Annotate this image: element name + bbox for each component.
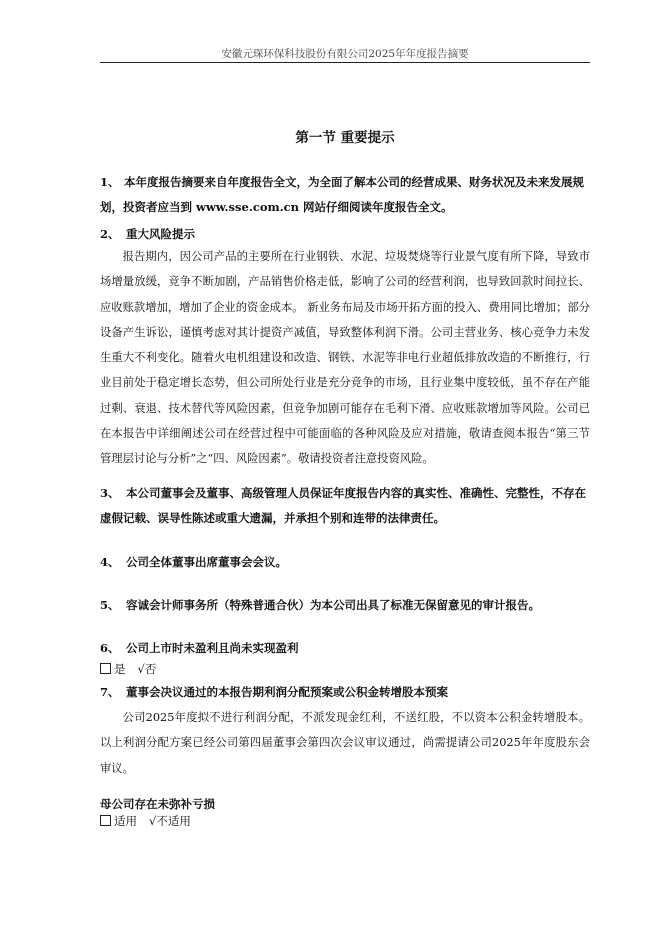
item-number: 4、 — [100, 555, 120, 569]
item-text: 公司全体董事出席董事会会议。 — [126, 555, 287, 569]
checkmark-icon: √ — [149, 814, 157, 828]
item-text: 容诚会计师事务所（特殊普通合伙）为本公司出具了标准无保留意见的审计报告。 — [126, 598, 540, 612]
item-6 — [100, 636, 590, 661]
item-number: 6、 — [100, 641, 120, 655]
item-5 — [100, 593, 590, 618]
loss-heading: 母公司存在未弥补亏损 — [100, 797, 215, 811]
item-7 — [100, 680, 590, 705]
page-header: 安徽元琛环保科技股份有限公司2025年年度报告摘要 — [221, 48, 469, 60]
item-number: 7、 — [100, 685, 120, 699]
item-4 — [100, 550, 590, 575]
item-number: 3、 — [100, 486, 120, 500]
option-applicable-label: 适用 — [114, 814, 137, 828]
checkbox-unchecked-icon — [100, 815, 111, 826]
item-text: 公司上市时未盈利且尚未实现盈利 — [126, 641, 299, 655]
item-text: 本年度报告摘要来自年度报告全文，为全面了解本公司的经营成果、财务状况及未来发展规划，投资者应当到 www.sse.com.cn 网站仔细阅读年度报告全文。 — [100, 175, 584, 214]
item-3 — [100, 481, 590, 531]
item-number: 5、 — [100, 598, 120, 612]
option-not-applicable-label: 不适用 — [156, 814, 191, 828]
item-text: 本公司董事会及董事、高级管理人员保证年度报告内容的真实性、准确性、完整性，不存在虚假记载、误导性陈述或重大遗漏，并承担个别和连带的法律责任。 — [100, 486, 586, 525]
header-divider — [100, 62, 590, 63]
section-title: 第一节 重要提示 — [295, 130, 395, 146]
option-no-label: 否 — [144, 662, 157, 676]
item-number: 2、 — [100, 227, 120, 241]
risk-paragraph: 报告期内，因公司产品的主要所在行业钢铁、水泥、垃圾焚烧等行业景气度有所下降，导致市场增量放缓，竞争不断加剧，产品销售价格走低，影响了公司的经营利润，也导致回款时间拉长、应收账款增加，增加了企业的资金成本。 新业务布局及市场开拓方面的投入、费用同比增加；部分设备产生诉讼，谨慎考虑对其计提资产减值，导致整体利润下滑。公司主营业务、核心竞争力未发生重大不利变化。随着火电机组建设和改造、钢铁、水泥等非电行业超低排放改造的不断推行，行业目前处于稳定增长态势，但公司所处行业是充分竞争的市场，且行业集中度较低，虽不存在产能过剩、衰退、技术替代等风险因素，但竞争加剧可能存在毛利下滑、应收账款增加等风险。公司已在本报告中详细阐述公司在经营过程中可能面临的各种风险及应对措施，敬请查阅本报告“第三节管理层讨论与分析”之“四、风险因素”。敬请投资者注意投资风险。 — [100, 250, 590, 466]
checkmark-icon: √ — [137, 662, 145, 676]
checkbox-unchecked-icon — [100, 663, 111, 674]
item-6-options — [100, 659, 590, 679]
item-text: 重大风险提示 — [126, 227, 195, 241]
dividend-paragraph: 公司2025年度拟不进行利润分配，不派发现金红利，不送红股，不以资本公积金转增股本。以上利润分配方案已经公司第四届董事会第四次会议审议通过，尚需提请公司2025年年度股东会审议。 — [100, 711, 590, 775]
item-number: 1、 — [100, 175, 120, 189]
loss-options — [100, 811, 590, 831]
option-yes-label: 是 — [114, 662, 126, 676]
item-text: 董事会决议通过的本报告期利润分配预案或公积金转增股本预案 — [126, 685, 448, 699]
item-1 — [100, 170, 590, 220]
